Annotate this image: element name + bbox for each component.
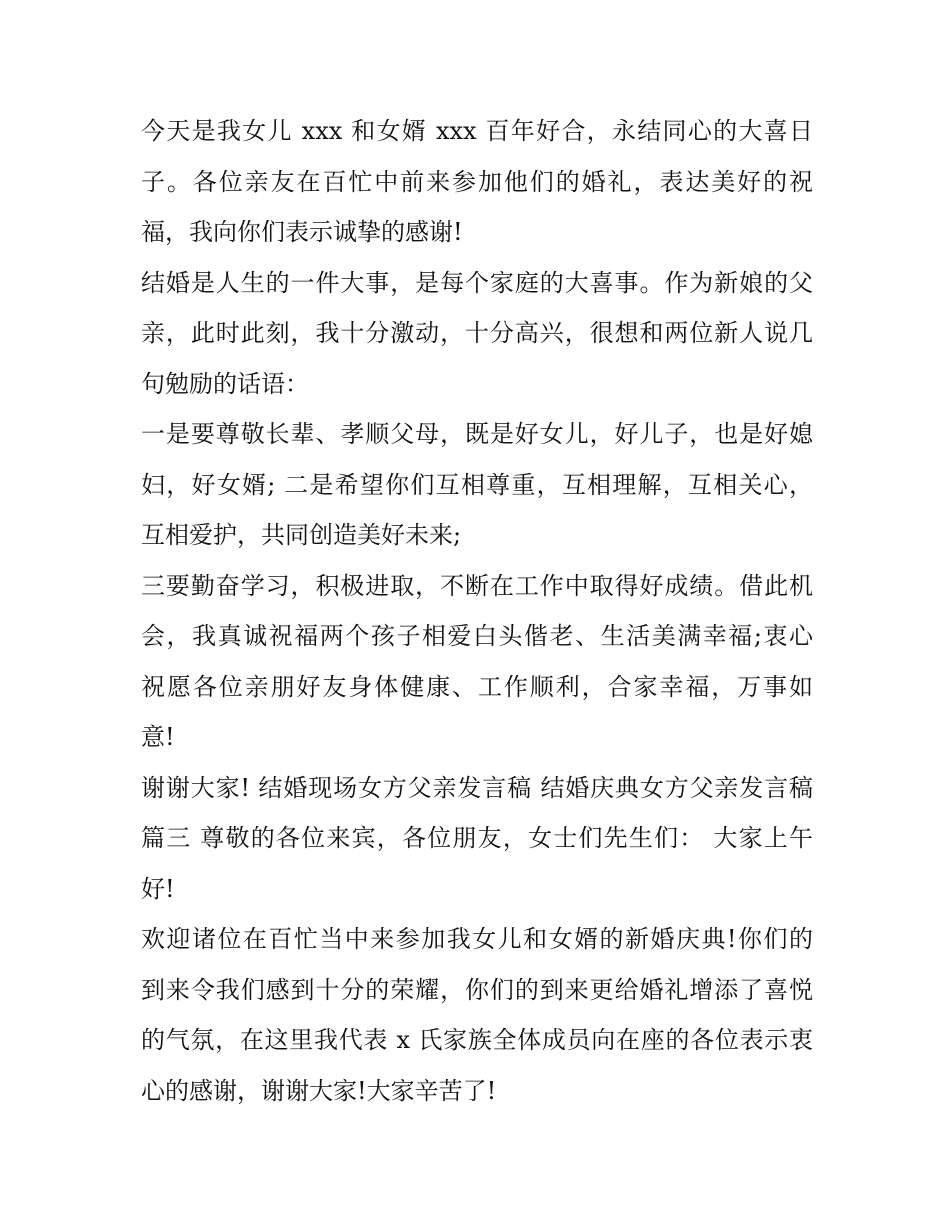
text-line: 亲，此时此刻，我十分激动，十分高兴，很想和两位新人说几: [141, 319, 813, 347]
text-line: 心的感谢，谢谢大家!大家辛苦了!: [141, 1076, 497, 1105]
document-body: [141, 106, 813, 1116]
text-line: 的气氛，在这里我代表 x 氏家族全体成员向在座的各位表示衷: [141, 1026, 813, 1054]
text-line: 妇，好女婿; 二是希望你们互相尊重，互相理解，互相关心，: [141, 470, 813, 499]
text-line: 欢迎诸位在百忙当中来参加我女儿和女婿的新婚庆典!你们的: [141, 925, 813, 953]
text-line: 一是要尊敬长辈、孝顺父母，既是好女儿，好儿子，也是好媳: [141, 420, 813, 448]
text-line: 结婚是人生的一件大事，是每个家庭的大喜事。作为新娘的父: [141, 268, 813, 297]
text-line: 到来令我们感到十分的荣耀，你们的到来更给婚礼增添了喜悦: [141, 975, 813, 1004]
text-line: 句勉励的话语：: [141, 369, 309, 398]
text-line: 好!: [141, 874, 175, 903]
text-line: 祝愿各位亲朋好友身体健康、工作顺利，合家幸福，万事如: [141, 672, 813, 701]
text-line: 谢谢大家! 结婚现场女方父亲发言稿 结婚庆典女方父亲发言稿: [141, 773, 813, 802]
text-line: 子。各位亲友在百忙中前来参加他们的婚礼，表达美好的祝: [141, 167, 813, 196]
text-line: 互相爱护，共同创造美好未来;: [141, 521, 462, 549]
text-line: 会，我真诚祝福两个孩子相爱白头偕老、生活美满幸福;衷心: [141, 622, 813, 650]
text-line: 三要勤奋学习，积极进取，不断在工作中取得好成绩。借此机: [141, 571, 813, 600]
text-line: 福，我向你们表示诚挚的感谢!: [141, 218, 463, 246]
text-line: 今天是我女儿 xxx 和女婿 xxx 百年好合，永结同心的大喜日: [141, 117, 813, 145]
text-line: 篇三 尊敬的各位来宾，各位朋友，女士们先生们： 大家上午: [141, 824, 813, 852]
text-line: 意!: [141, 723, 175, 751]
